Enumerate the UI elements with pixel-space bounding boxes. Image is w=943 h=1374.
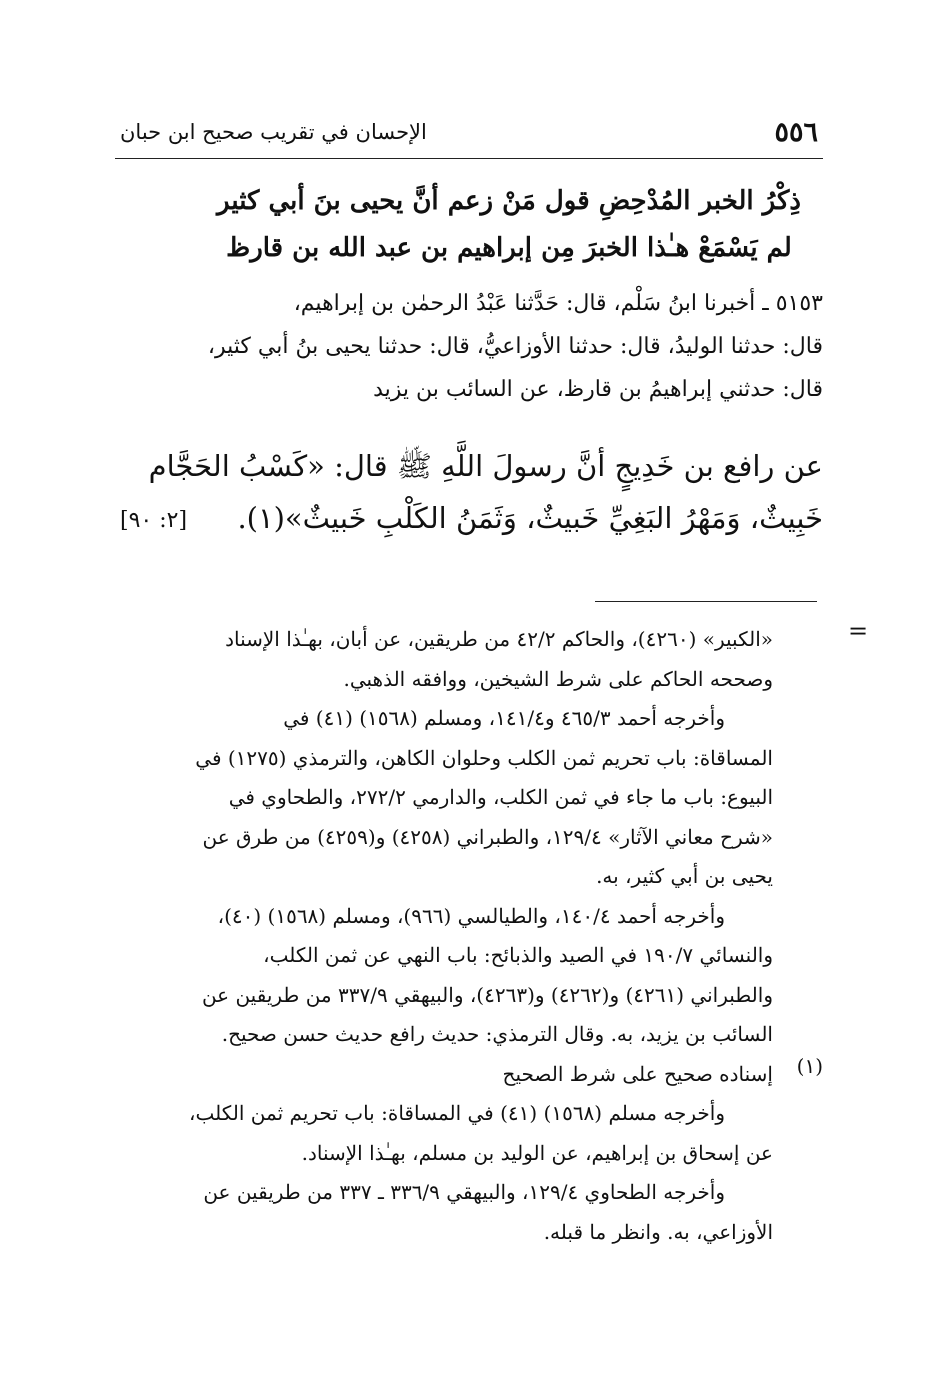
- hadith-text: [115, 440, 823, 544]
- continuation-mark: =: [848, 617, 869, 645]
- footnote-line: «شرح معاني الآثار» ١٢٩/٤، والطبراني (٤٢٥٨) و(٤٢٥٩) من طرق عن: [202, 824, 773, 849]
- footnote-number: (١): [796, 1054, 823, 1078]
- chapter-heading: [195, 178, 823, 272]
- isnad-block: [115, 282, 823, 411]
- footnote-line: عن إسحاق بن إبراهيم، عن الوليد بن مسلم، بهـٰذا الإسناد.: [301, 1140, 773, 1165]
- footnote-line: الأوزاعي، به. وانظر ما قبله.: [543, 1219, 773, 1244]
- matn-line-2: [115, 492, 823, 544]
- hadith-reference: [٢: ٩٠]: [120, 508, 188, 533]
- footnote-line: البيوع: باب ما جاء في ثمن الكلب، والدارمي ٢٧٢/٢، والطحاوي في: [228, 785, 773, 809]
- isnad-line-3: قال: حدثني إبراهيمُ بن قارظ، عن السائب بن يزيد: [373, 377, 823, 402]
- matn-line-2-text: خَبِيثٌ، وَمَهْرُ البَغِيِّ خَبيثٌ، وَثَمَنُ الكَلْبِ خَبيثٌ»(١).: [237, 501, 823, 535]
- footnotes: [120, 620, 773, 1252]
- footnote-line: وأخرجه أحمد ١٤٠/٤، والطيالسي (٩٦٦)، ومسلم (١٥٦٨) (٤٠)،: [217, 903, 725, 928]
- footnote-line: وأخرجه أحمد ٤٦٥/٣ و١٤١/٤، ومسلم (١٥٦٨) (٤١) في: [283, 706, 725, 730]
- footnote-line: وأخرجه مسلم (١٥٦٨) (٤١) في المساقاة: باب تحريم ثمن الكلب،: [189, 1101, 725, 1125]
- footnote-line: «الكبير» (٤٢٦٠)، والحاكم ٤٢/٢ من طريقين، عن أبان، بهـٰذا الإسناد: [225, 627, 773, 651]
- isnad-line-2: قال: حدثنا الوليدُ، قال: حدثنا الأوزاعيُّ، قال: حدثنا يحيى بنُ أبي كثير،: [207, 334, 823, 359]
- footnote-divider: [595, 601, 817, 602]
- footnote-line: إسناده صحيح على شرط الصحيح: [502, 1061, 773, 1086]
- heading-line-2: لم يَسْمَعْ هـٰذا الخبرَ مِن إبراهيم بن عبد الله بن قارظ: [226, 233, 792, 263]
- page-number: ٥٥٦: [774, 117, 818, 148]
- matn-line-1: عن رافع بن خَدِيجٍ أنَّ رسولَ اللَّهِ ﷺ قال: «كَسْبُ الحَجَّام: [148, 449, 823, 483]
- footnote-line: والطبراني (٤٢٦١) و(٤٢٦٢) و(٤٢٦٣)، والبيهقي ٣٣٧/٩ من طريقين عن: [201, 982, 773, 1007]
- footnote-line: وأخرجه الطحاوي ١٢٩/٤، والبيهقي ٣٣٦/٩ ـ ٣٣٧ من طريقين عن: [203, 1180, 725, 1204]
- running-title: الإحسان في تقريب صحيح ابن حبان: [120, 120, 427, 144]
- footnote-line: يحيى بن أبي كثير، به.: [596, 864, 773, 888]
- header-divider: [115, 158, 823, 159]
- footnote-line: وصححه الحاكم على شرط الشيخين، ووافقه الذهبي.: [343, 666, 773, 691]
- footnote-line: السائب بن يزيد، به. وقال الترمذي: حديث رافع حديث حسن صحيح.: [221, 1022, 773, 1046]
- heading-line-1: ذِكْرُ الخبر المُدْحِضِ قول مَنْ زعم أنَّ يحيى بنَ أبي كثير: [217, 186, 801, 216]
- footnote-line: المساقاة: باب تحريم ثمن الكلب وحلوان الكاهن، والترمذي (١٢٧٥) في: [195, 745, 773, 770]
- footnote-line: والنسائي ١٩٠/٧ في الصيد والذبائح: باب النهي عن ثمن الكلب،: [263, 943, 773, 967]
- isnad-line-1: ٥١٥٣ ـ أخبرنا ابنُ سَلْم، قال: حَدَّثنا عَبْدُ الرحمٰن بن إبراهيم،: [293, 291, 823, 316]
